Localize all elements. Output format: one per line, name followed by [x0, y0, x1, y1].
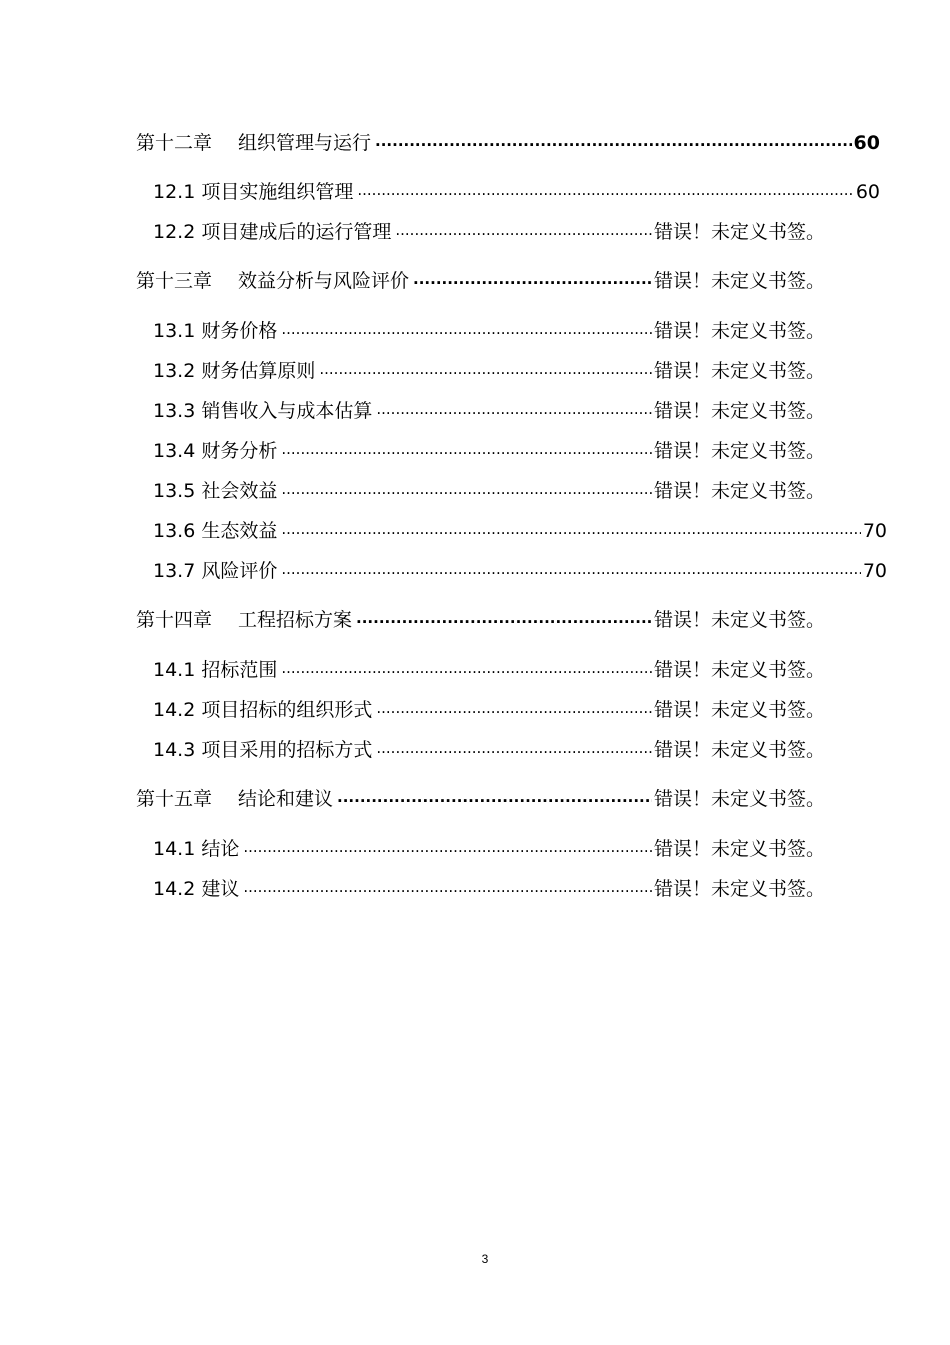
toc-entry-section[interactable]: [153, 214, 825, 244]
toc-entry-label: 13.7 风险评价: [153, 560, 278, 582]
toc-entry-section[interactable]: [153, 831, 825, 861]
toc-page-number: 错误！未定义书签。: [653, 609, 825, 631]
toc-entry-label: 12.1 项目实施组织管理: [153, 181, 354, 203]
toc-entry-chapter-15[interactable]: [136, 781, 825, 811]
toc-dot-leader: [319, 359, 652, 383]
toc-page-number: 错误！未定义书签。: [653, 699, 825, 721]
toc-dot-leader: [337, 787, 652, 811]
toc-entry-label: 14.2 项目招标的组织形式: [153, 699, 373, 721]
toc-entry-label: 14.1 招标范围: [153, 659, 278, 681]
toc-dot-leader: [376, 399, 652, 423]
toc-entry-chapter-13[interactable]: [136, 263, 825, 293]
toc-dot-leader: [357, 180, 853, 204]
toc-dot-leader: [375, 131, 852, 155]
toc-page-number: 错误！未定义书签。: [653, 440, 825, 462]
toc-entry-section[interactable]: [153, 353, 825, 383]
toc-entry-label: 第十二章 组织管理与运行: [136, 132, 372, 154]
toc-entry-label: 14.1 结论: [153, 838, 240, 860]
page-number: 3: [481, 1252, 489, 1266]
toc-entry-label: 14.3 项目采用的招标方式: [153, 739, 373, 761]
toc-page-number: 错误！未定义书签。: [653, 320, 825, 342]
toc-page-number: 70: [862, 520, 887, 542]
toc-dot-leader: [376, 738, 652, 762]
toc-entry-section[interactable]: [153, 174, 880, 204]
toc-dot-leader: [413, 269, 652, 293]
toc-entry-section[interactable]: [153, 652, 825, 682]
toc-entry-section[interactable]: [153, 553, 887, 583]
toc-entry-label: 第十四章 工程招标方案: [136, 609, 353, 631]
toc-dot-leader: [281, 319, 652, 343]
toc-entry-section[interactable]: [153, 473, 825, 503]
toc-entry-label: 第十三章 效益分析与风险评价: [136, 270, 410, 292]
toc-entry-label: 第十五章 结论和建议: [136, 788, 334, 810]
toc-entry-label: 13.5 社会效益: [153, 480, 278, 502]
toc-entry-section[interactable]: [153, 732, 825, 762]
toc-entry-section[interactable]: [153, 433, 825, 463]
toc-page-number: 错误！未定义书签。: [653, 360, 825, 382]
toc-entry-label: 14.2 建议: [153, 878, 240, 900]
toc-dot-leader: [243, 877, 652, 901]
toc-entry-label: 12.2 项目建成后的运行管理: [153, 221, 392, 243]
toc-page-number: 错误！未定义书签。: [653, 400, 825, 422]
toc-entry-label: 13.1 财务价格: [153, 320, 278, 342]
toc-entry-label: 13.2 财务估算原则: [153, 360, 316, 382]
toc-dot-leader: [356, 608, 652, 632]
toc-entry-section[interactable]: [153, 871, 825, 901]
toc-entry-label: 13.3 销售收入与成本估算: [153, 400, 373, 422]
toc-dot-leader: [281, 479, 652, 503]
toc-entry-chapter-12[interactable]: [136, 125, 880, 155]
toc-page-number: 错误！未定义书签。: [653, 270, 825, 292]
toc-page-number: 错误！未定义书签。: [653, 480, 825, 502]
toc-dot-leader: [281, 439, 652, 463]
toc-dot-leader: [281, 658, 652, 682]
toc-page-number: 60: [855, 181, 880, 203]
toc-entry-section[interactable]: [153, 393, 825, 423]
toc-page-number: 错误！未定义书签。: [653, 221, 825, 243]
toc-entry-label: 13.6 生态效益: [153, 520, 278, 542]
toc-dot-leader: [243, 837, 652, 861]
toc-dot-leader: [281, 559, 860, 583]
toc-dot-leader: [395, 220, 652, 244]
toc-page-number: 错误！未定义书签。: [653, 878, 825, 900]
toc-entry-chapter-14[interactable]: [136, 602, 825, 632]
toc-page-number: 错误！未定义书签。: [653, 659, 825, 681]
toc-page-number: 60: [853, 132, 880, 154]
toc-dot-leader: [376, 698, 652, 722]
toc-entry-section[interactable]: [153, 513, 887, 543]
toc-page-number: 错误！未定义书签。: [653, 838, 825, 860]
toc-page-number: 错误！未定义书签。: [653, 739, 825, 761]
toc-entry-section[interactable]: [153, 692, 825, 722]
toc-page-number: 错误！未定义书签。: [653, 788, 825, 810]
toc-entry-label: 13.4 财务分析: [153, 440, 278, 462]
toc-page-number: 70: [862, 560, 887, 582]
toc-dot-leader: [281, 519, 860, 543]
toc-entry-section[interactable]: [153, 313, 825, 343]
